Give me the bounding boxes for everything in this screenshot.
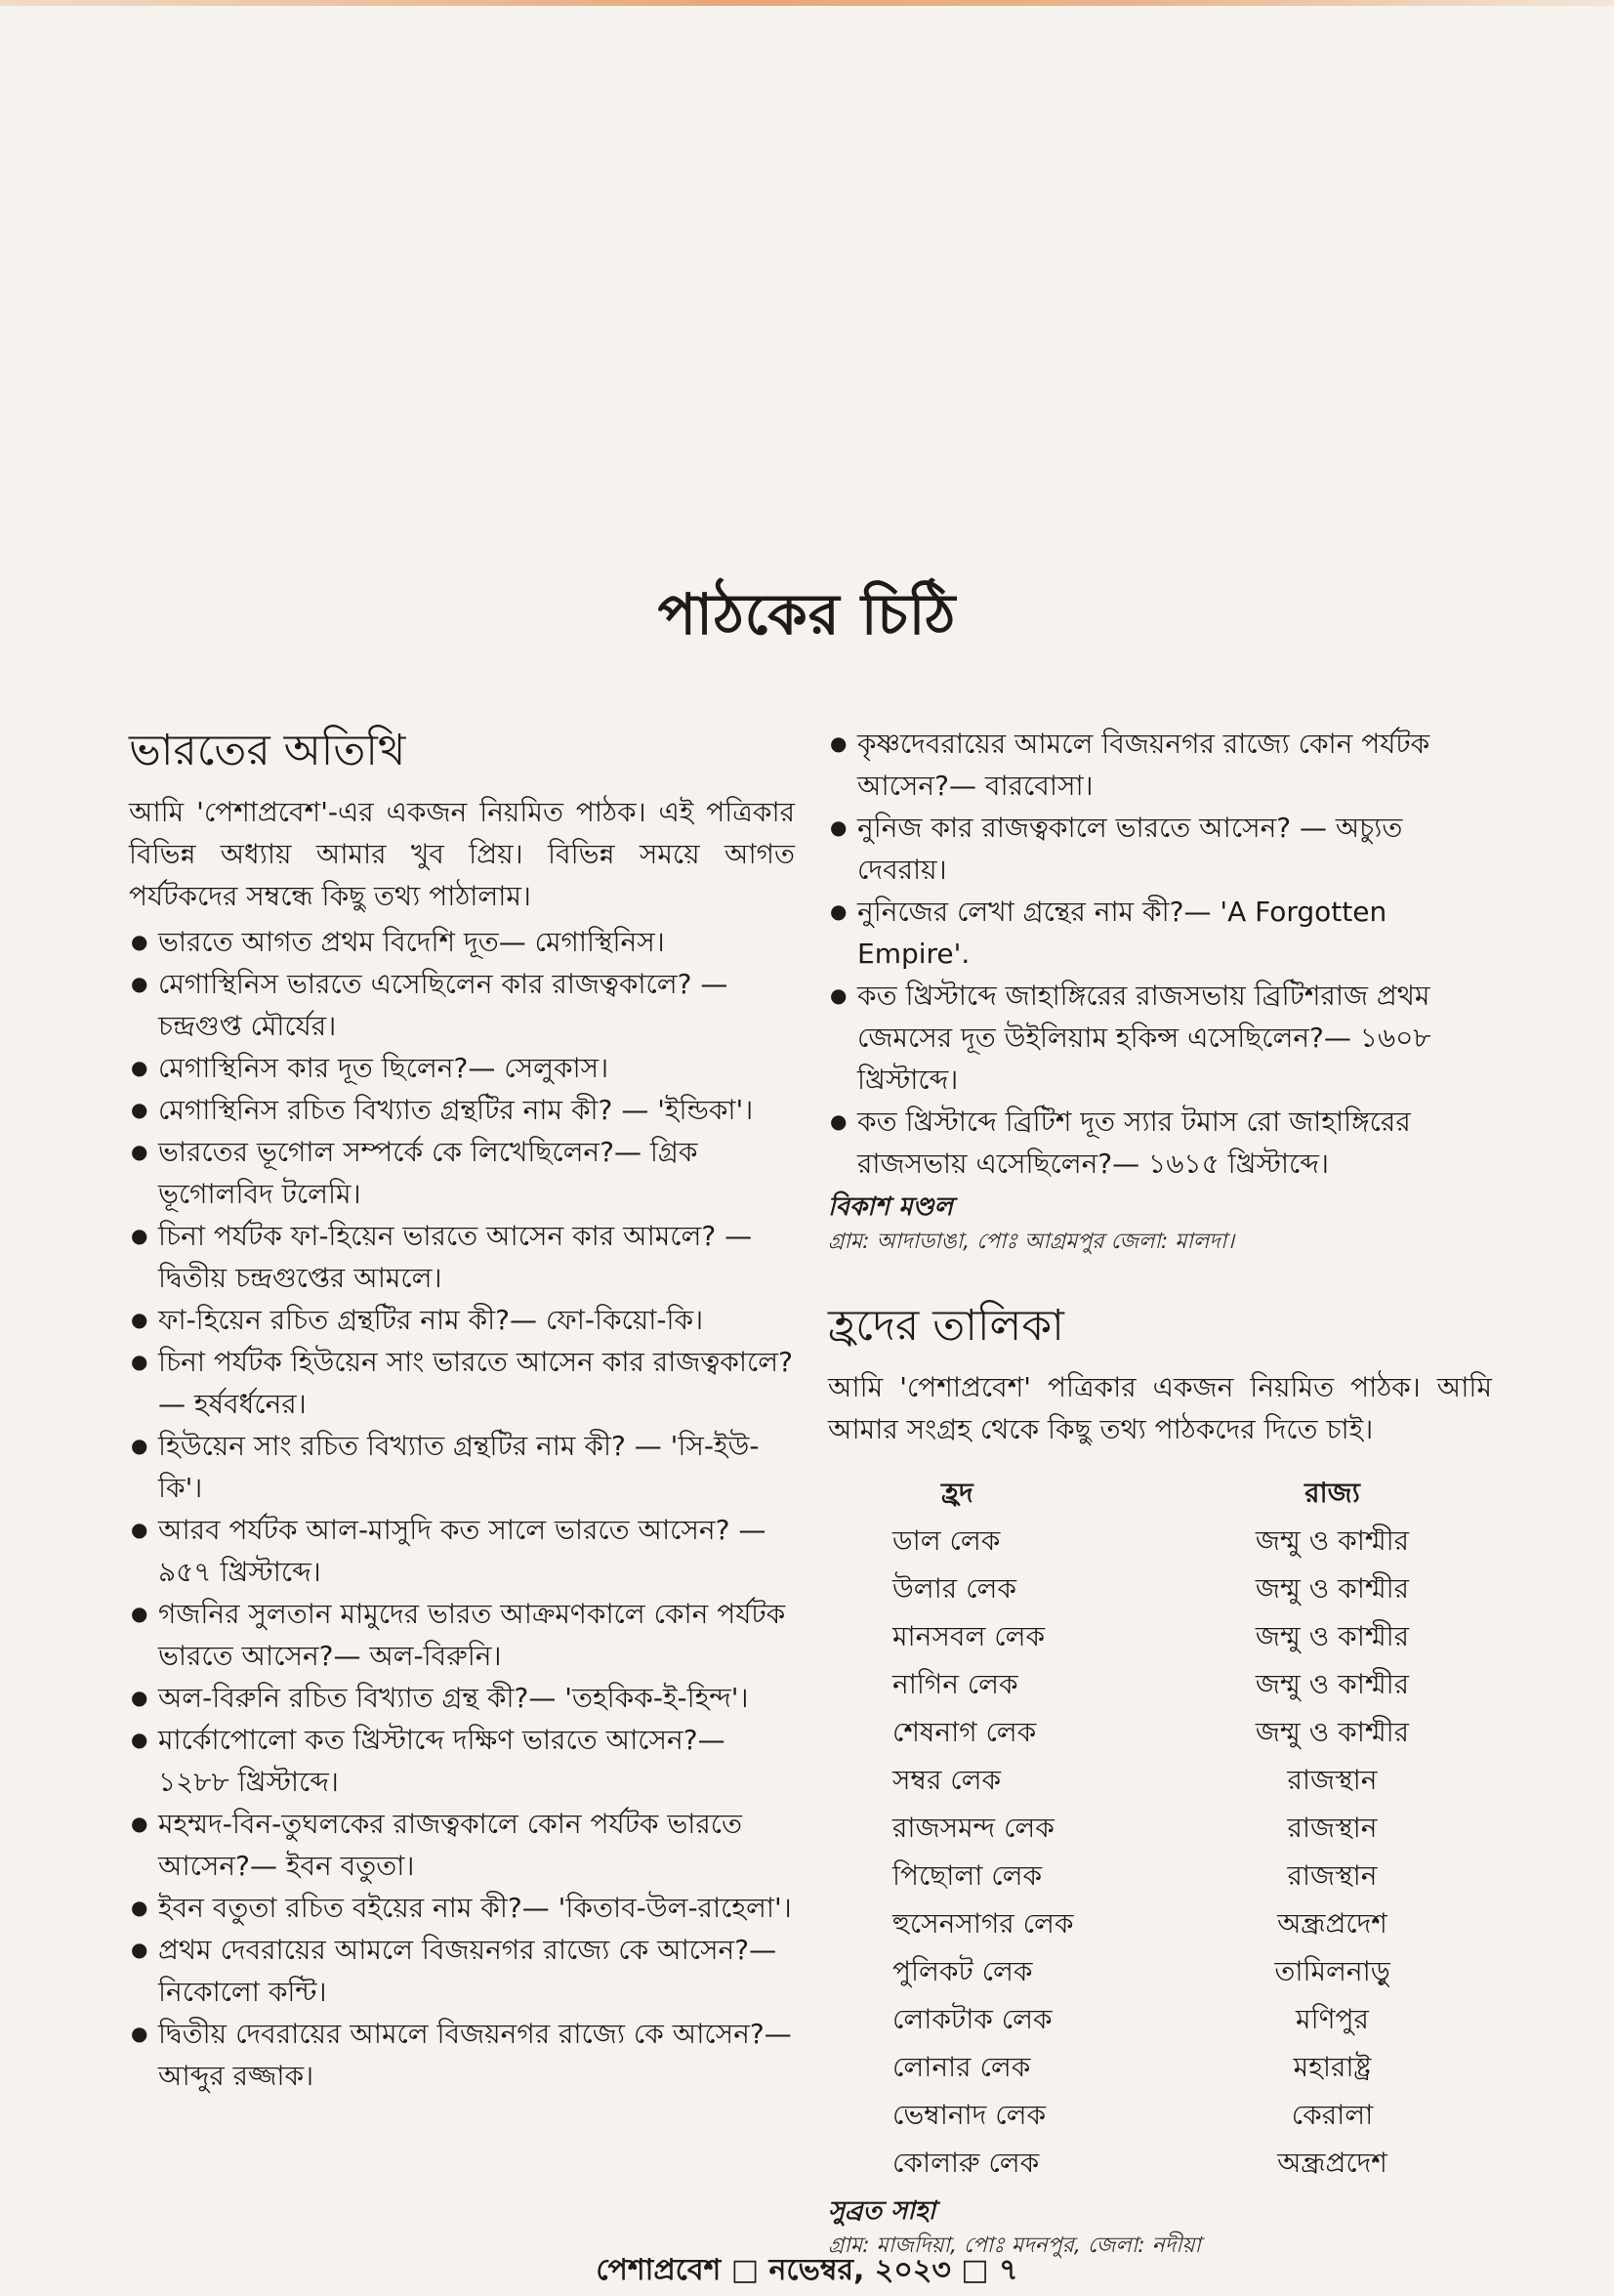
list-item: ● প্রথম দেবরায়ের আমলে বিজয়নগর রাজ্যে কে আসেন?— নিকোলো কন্টি। [129,1929,795,2013]
page-title: পাঠকের চিঠি [657,581,957,647]
lake-table [853,1470,1459,2189]
list-item: ● কত খ্রিস্টাব্দে ব্রিটিশ দূত স্যার টমাস রো জাহাঙ্গিরের রাজসভায় এসেছিলেন?— ১৬১৫ খ্রিস্টাব্দে। [828,1101,1492,1185]
qa-list-left [129,921,795,2097]
lake-cell: লোকটাক লেক [892,2003,1053,2035]
table-row [853,1997,1459,2045]
table-row [853,1854,1459,1901]
section-intro: আমি 'পেশাপ্রবেশ'-এর একজন নিয়মিত পাঠক। এই পত্রিকার বিভিন্ন অধ্যায় আমার খুব প্রিয়। বিভিন্ন সময়ে আগত পর্যটকদের সম্বন্ধে কিছু তথ্য পাঠালাম। [129,796,795,912]
lake-cell: হুসেনসাগর লেক [892,1907,1074,1940]
list-item: ● চিনা পর্যটক ফা-হিয়েন ভারতে আসেন কার আমলে? — দ্বিতীয় চন্দ্রগুপ্তের আমলে। [129,1215,795,1299]
lake-cell: ভেম্বানাদ লেক [892,2099,1047,2131]
lake-cell: মানসবল লেক [892,1620,1046,1652]
list-item: ● মেগাস্থিনিস কার দূত ছিলেন?— সেলুকাস। [129,1047,795,1089]
column-header-state: রাজ্য [1304,1476,1360,1509]
list-item: ● আরব পর্যটক আল-মাসুদি কত সালে ভারতে আসেন? — ৯৫৭ খ্রিস্টাব্দে। [129,1509,795,1593]
state-cell: মহারাষ্ট্র [1293,2051,1372,2083]
section-intro: আমি 'পেশাপ্রবেশ' পত্রিকার একজন নিয়মিত পাঠক। আমি আমার সংগ্রহ থেকে কিছু তথ্য পাঠকদের দিতে চাই। [828,1371,1492,1445]
section-title-lake-list: হ্রদের তালিকা [828,1301,1064,1351]
list-item: ● মহম্মদ-বিন-তুঘলকের রাজত্বকালে কোন পর্যটক ভারতে আসেন?— ইবন বতুতা। [129,1803,795,1887]
state-cell: কেরালা [1291,2099,1374,2131]
state-cell: রাজস্থান [1287,1859,1378,1892]
section-title-indian-guests: ভারতের অতিথি [129,726,406,775]
table-row [853,2093,1459,2141]
list-item: ● হিউয়েন সাং রচিত বিখ্যাত গ্রন্থটির নাম কী? — 'সি-ইউ-কি'। [129,1425,795,1509]
top-decorative-rule [0,0,1614,6]
table-row [853,1566,1459,1614]
lake-cell: লোনার লেক [892,2051,1031,2083]
page-footer: পেশাপ্রবেশ □ নভেম্বর, ২০২৩ □ ৭ [596,2253,1018,2287]
table-row [853,1519,1459,1566]
lake-cell: নাগিন লেক [892,1668,1018,1700]
list-item: ● দ্বিতীয় দেবরায়ের আমলে বিজয়নগর রাজ্যে কে আসেন?— আব্দুর রজ্জাক। [129,2013,795,2097]
list-item: ● নুনিজ কার রাজত্বকালে ভারতে আসেন? — অচ্যুত দেবরায়। [828,807,1492,891]
state-cell: জম্মু ও কাশ্মীর [1255,1620,1410,1652]
lake-cell: ডাল লেক [892,1524,1001,1557]
table-row [853,1806,1459,1854]
author-address: গ্রাম: আদাডাঙা, পোঃ আগ্রমপুর জেলা: মালদা। [828,1230,1235,1254]
list-item: ● মার্কোপোলো কত খ্রিস্টাব্দে দক্ষিণ ভারতে আসেন?— ১২৮৮ খ্রিস্টাব্দে। [129,1719,795,1803]
state-cell: জম্মু ও কাশ্মীর [1255,1716,1410,1748]
state-cell: মণিপুর [1296,2003,1369,2035]
author-name: সুব্রত সাহা [828,2196,936,2226]
lake-cell: পিছোলা লেক [892,1859,1043,1892]
state-cell: জম্মু ও কাশ্মীর [1255,1572,1410,1605]
lake-cell: কোলারু লেক [892,2147,1040,2179]
author-address: গ্রাম: মাজদিয়া, পোঃ মদনপুর, জেলা: নদীয়া [828,2233,1201,2258]
table-row [853,1614,1459,1662]
state-cell: অন্ধ্রপ্রদেশ [1277,1907,1387,1940]
list-item: ● নুনিজের লেখা গ্রন্থের নাম কী?— 'A Forgotten Empire'. [828,891,1492,975]
list-item: ● ইবন বতুতা রচিত বইয়ের নাম কী?— 'কিতাব-উল-রাহেলা'। [129,1887,795,1929]
list-item: ● মেগাস্থিনিস রচিত বিখ্যাত গ্রন্থটির নাম কী? — 'ইন্ডিকা'। [129,1089,795,1131]
list-item: ● কৃষ্ণদেবরায়ের আমলে বিজয়নগর রাজ্যে কোন পর্যটক আসেন?— বারবোসা। [828,723,1492,807]
list-item: ● ভারতের ভূগোল সম্পর্কে কে লিখেছিলেন?— গ্রিক ভূগোলবিদ টলেমি। [129,1131,795,1215]
table-row [853,1758,1459,1806]
qa-list-right [828,723,1492,1185]
lake-section [828,1298,1492,2263]
table-row [853,2045,1459,2093]
lake-cell: পুলিকট লেক [892,1955,1033,1987]
table-row [853,1662,1459,1710]
right-column [828,723,1492,2263]
list-item: ● গজনির সুলতান মামুদের ভারত আক্রমণকালে কোন পর্যটক ভারতে আসেন?— অল-বিরুনি। [129,1593,795,1677]
state-cell: তামিলনাড়ু [1274,1955,1390,1987]
list-item: ● মেগাস্থিনিস ভারতে এসেছিলেন কার রাজত্বকালে? — চন্দ্রগুপ্ত মৌর্যের। [129,963,795,1047]
list-item: ● ফা-হিয়েন রচিত গ্রন্থটির নাম কী?— ফো-কিয়ো-কি। [129,1299,795,1341]
column-header-lake: হ্রদ [941,1476,973,1509]
table-header-row [853,1470,1459,1519]
table-row [853,1710,1459,1758]
left-column [129,723,795,2097]
state-cell: জম্মু ও কাশ্মীর [1255,1524,1410,1557]
lake-cell: শেষনাগ লেক [892,1716,1037,1748]
list-item: ● কত খ্রিস্টাব্দে জাহাঙ্গিরের রাজসভায় ব্রিটিশরাজ প্রথম জেমসের দূত উইলিয়াম হকিন্স এসেছিলেন?— ১৬০৮ খ্রিস্টাব্দে। [828,975,1492,1101]
state-cell: জম্মু ও কাশ্মীর [1255,1668,1410,1700]
lake-cell: উলার লেক [892,1572,1016,1605]
table-row [853,1949,1459,1997]
lake-cell: সম্বর লেক [892,1764,1002,1796]
state-cell: রাজস্থান [1287,1764,1378,1796]
list-item: ● অল-বিরুনি রচিত বিখ্যাত গ্রন্থ কী?— 'তহকিক-ই-হিন্দ'। [129,1677,795,1719]
list-item: ● ভারতে আগত প্রথম বিদেশি দূত— মেগাস্থিনিস। [129,921,795,963]
author-name: বিকাশ মণ্ডল [828,1192,953,1222]
lake-cell: রাজসমন্দ লেক [892,1812,1055,1844]
table-row [853,1901,1459,1949]
list-item: ● চিনা পর্যটক হিউয়েন সাং ভারতে আসেন কার রাজত্বকালে?— হর্ষবর্ধনের। [129,1341,795,1425]
state-cell: অন্ধ্রপ্রদেশ [1277,2147,1387,2179]
table-row [853,2141,1459,2189]
state-cell: রাজস্থান [1287,1812,1378,1844]
